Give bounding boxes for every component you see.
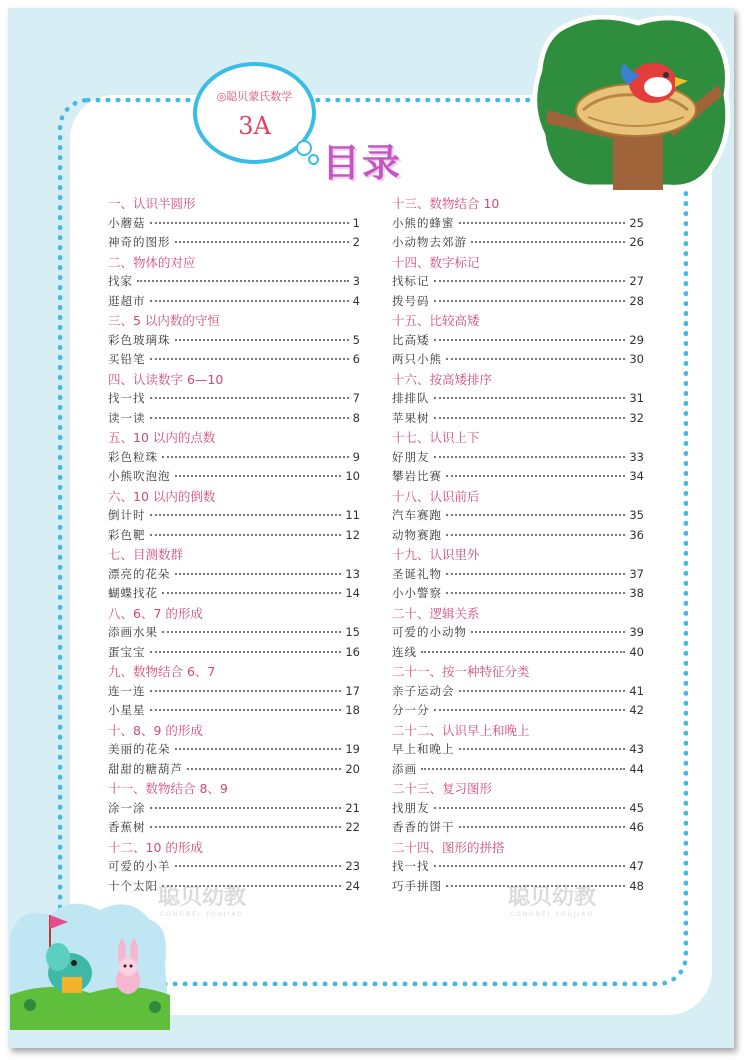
entry-label: 小熊吹泡泡 xyxy=(108,469,171,483)
entry-label: 连线 xyxy=(392,644,417,659)
page-number: 5 xyxy=(352,332,360,347)
section-title: 十八、认识前后 xyxy=(392,488,480,504)
entry-label: 添画 xyxy=(392,761,417,776)
page-number: 18 xyxy=(345,703,360,717)
toc-entry[interactable] xyxy=(392,818,644,838)
toc-entry[interactable] xyxy=(108,448,360,468)
page-number: 21 xyxy=(345,800,360,815)
entry-label: 彩色玻璃珠 xyxy=(108,332,171,347)
toc-entry[interactable] xyxy=(392,565,644,585)
section-title: 十二、10 的形成 xyxy=(108,839,203,855)
page-number: 27 xyxy=(629,274,644,288)
entry-label: 找家 xyxy=(108,274,133,288)
dot-leader xyxy=(446,572,625,575)
page-number: 8 xyxy=(352,410,360,425)
toc-entry[interactable] xyxy=(108,467,360,487)
toc-entry[interactable] xyxy=(392,448,644,468)
section-title: 十四、数字标记 xyxy=(392,254,480,270)
watermark-text: 聪贝幼教 xyxy=(157,885,246,910)
toc-section xyxy=(108,194,360,253)
section-title: 十七、认识上下 xyxy=(392,430,480,445)
dot-leader xyxy=(150,533,342,536)
page-number: 35 xyxy=(629,508,644,522)
toc-right-column xyxy=(392,194,644,896)
entry-label: 比高矮 xyxy=(392,332,430,347)
dot-leader xyxy=(175,572,342,575)
page-number: 14 xyxy=(345,586,360,600)
toc-entry[interactable] xyxy=(108,565,360,585)
entry-label: 倒计时 xyxy=(108,508,146,522)
toc-entry[interactable] xyxy=(108,506,360,526)
toc-entry[interactable] xyxy=(108,292,360,312)
dot-leader xyxy=(175,240,349,243)
toc-left-column xyxy=(108,194,360,896)
entry-label: 连一连 xyxy=(108,683,146,698)
toc-entry[interactable] xyxy=(108,682,360,702)
toc-entry[interactable] xyxy=(392,526,644,546)
section-title: 二十四、图形的拼搭 xyxy=(392,839,505,855)
page-number: 20 xyxy=(345,761,360,776)
dot-leader xyxy=(150,396,349,399)
toc-entry[interactable] xyxy=(108,760,360,780)
page-number: 1 xyxy=(352,215,360,230)
dot-leader xyxy=(446,513,625,516)
page-number: 33 xyxy=(629,449,644,464)
toc-entry[interactable] xyxy=(392,623,644,643)
watermark-english: CONGBEI YOUJIAO xyxy=(509,911,595,918)
toc-section xyxy=(392,487,644,546)
toc-entry[interactable] xyxy=(108,350,360,370)
page-number: 32 xyxy=(629,410,644,425)
dot-leader xyxy=(471,630,625,633)
toc-entry[interactable] xyxy=(108,701,360,721)
page-number: 23 xyxy=(345,859,360,873)
dot-leader xyxy=(446,533,625,536)
dot-leader xyxy=(446,474,625,477)
dot-leader xyxy=(421,650,625,653)
watermark-text: 聪贝幼教 xyxy=(507,885,596,910)
entry-label: 苹果树 xyxy=(392,410,430,425)
section-title: 十、8、9 的形成 xyxy=(108,722,203,738)
entry-label: 可爱的小羊 xyxy=(108,859,171,873)
toc-entry[interactable] xyxy=(392,389,644,409)
toc-entry[interactable] xyxy=(392,857,644,877)
dot-leader xyxy=(150,357,349,360)
section-title: 六、10 以内的倒数 xyxy=(108,488,216,504)
dot-leader xyxy=(175,747,342,750)
toc-section xyxy=(392,779,644,838)
toc-entry[interactable] xyxy=(108,799,360,819)
page-number: 36 xyxy=(629,527,644,542)
toc-entry[interactable] xyxy=(108,331,360,351)
page-number: 17 xyxy=(345,683,360,698)
section-title: 二十三、复习图形 xyxy=(392,781,493,796)
toc-entry[interactable] xyxy=(108,214,360,234)
section-title: 二、物体的对应 xyxy=(108,254,196,270)
section-title: 五、10 以内的点数 xyxy=(108,430,216,445)
section-title: 三、5 以内数的守恒 xyxy=(108,313,220,328)
page-number: 19 xyxy=(345,742,360,756)
page-number: 37 xyxy=(629,566,644,581)
page-number: 25 xyxy=(629,215,644,230)
toc-section xyxy=(392,253,644,312)
entry-label: 分一分 xyxy=(392,703,430,717)
dot-leader xyxy=(187,767,341,770)
dot-leader xyxy=(175,474,342,477)
toc-section xyxy=(392,370,644,429)
dot-leader xyxy=(434,864,626,867)
entry-label: 添画水果 xyxy=(108,625,158,639)
page-number: 11 xyxy=(345,508,360,522)
section-title: 十五、比较高矮 xyxy=(392,313,480,328)
page-number: 34 xyxy=(629,469,644,483)
entry-label: 逛超市 xyxy=(108,293,146,308)
page-number: 16 xyxy=(345,644,360,659)
dot-leader xyxy=(150,221,349,224)
badge-bubble xyxy=(296,140,312,156)
dot-leader xyxy=(434,806,626,809)
page-number: 42 xyxy=(629,703,644,717)
dot-leader xyxy=(150,708,342,711)
dot-leader xyxy=(162,630,341,633)
toc-section xyxy=(392,311,644,370)
entry-label: 彩色靶 xyxy=(108,527,146,542)
dot-leader xyxy=(150,416,349,419)
entry-label: 涂一涂 xyxy=(108,800,146,815)
toc-entry[interactable] xyxy=(392,760,644,780)
entry-label: 神奇的图形 xyxy=(108,235,171,249)
dot-leader xyxy=(446,591,625,594)
toc-entry[interactable] xyxy=(392,272,644,292)
toc-entry[interactable] xyxy=(392,331,644,351)
dot-leader xyxy=(162,591,341,594)
page-number: 44 xyxy=(629,761,644,776)
badge-bubble xyxy=(308,154,319,165)
dot-leader xyxy=(150,689,342,692)
toc-entry[interactable] xyxy=(108,233,360,253)
entry-label: 汽车赛跑 xyxy=(392,508,442,522)
volume-label: 3A xyxy=(238,112,271,140)
toc-entry[interactable] xyxy=(108,389,360,409)
dot-leader xyxy=(150,806,342,809)
dot-leader xyxy=(150,513,342,516)
page-number: 15 xyxy=(345,625,360,639)
section-title: 八、6、7 的形成 xyxy=(108,605,203,621)
entry-label: 漂亮的花朵 xyxy=(108,566,171,581)
entry-label: 圣诞礼物 xyxy=(392,566,442,581)
entry-label: 美丽的花朵 xyxy=(108,742,171,756)
page-number: 30 xyxy=(629,352,644,366)
toc-entry[interactable] xyxy=(108,857,360,877)
page-number: 6 xyxy=(352,352,360,366)
entry-label: 十个太阳 xyxy=(108,878,158,893)
toc-entry[interactable] xyxy=(108,623,360,643)
toc-section xyxy=(392,428,644,487)
toc-entry[interactable] xyxy=(108,818,360,838)
bird-nest-tree-illustration xyxy=(528,15,733,200)
dot-leader xyxy=(175,864,342,867)
toc-entry[interactable] xyxy=(392,643,644,663)
page-number: 40 xyxy=(629,644,644,659)
page-number: 39 xyxy=(629,625,644,639)
page-number: 28 xyxy=(629,293,644,308)
toc-entry[interactable] xyxy=(392,682,644,702)
toc-section xyxy=(108,662,360,721)
entry-label: 蝴蝶找花 xyxy=(108,586,158,600)
dot-leader xyxy=(421,767,625,770)
section-title: 十九、认识里外 xyxy=(392,547,480,562)
toc-section xyxy=(108,311,360,370)
dot-leader xyxy=(459,221,626,224)
toc-entry[interactable] xyxy=(392,701,644,721)
toc-section xyxy=(108,604,360,663)
section-title: 二十一、按一种特征分类 xyxy=(392,664,530,679)
entry-label: 可爱的小动物 xyxy=(392,625,467,639)
page-number: 13 xyxy=(345,566,360,581)
toc-entry[interactable] xyxy=(392,233,644,253)
page-number: 45 xyxy=(629,800,644,815)
dot-leader xyxy=(446,357,625,360)
page-number: 48 xyxy=(629,878,644,893)
dot-leader xyxy=(150,825,342,828)
toc-section xyxy=(392,662,644,721)
toc-entry[interactable] xyxy=(392,584,644,604)
toc-entry[interactable] xyxy=(392,214,644,234)
page-number: 22 xyxy=(345,820,360,834)
toc-entry[interactable] xyxy=(108,584,360,604)
entry-label: 读一读 xyxy=(108,410,146,425)
toc-section xyxy=(108,370,360,429)
entry-label: 甜甜的糖葫芦 xyxy=(108,761,183,776)
toc-entry[interactable] xyxy=(392,350,644,370)
entry-label: 拨号码 xyxy=(392,293,430,308)
toc-section xyxy=(392,194,644,253)
dot-leader xyxy=(137,279,349,282)
dot-leader xyxy=(162,455,349,458)
dot-leader xyxy=(471,240,625,243)
entry-label: 动物赛跑 xyxy=(392,527,442,542)
section-title: 四、认读数字 6—10 xyxy=(108,371,224,387)
watermark-logo xyxy=(482,880,622,940)
dot-leader xyxy=(434,455,626,458)
toc-entry[interactable] xyxy=(392,467,644,487)
section-title: 十三、数物结合 10 xyxy=(392,196,500,211)
entry-label: 小星星 xyxy=(108,703,146,717)
dot-leader xyxy=(459,689,626,692)
entry-label: 买铅笔 xyxy=(108,352,146,366)
section-title: 七、目测数群 xyxy=(108,547,184,562)
toc-entry[interactable] xyxy=(392,740,644,760)
section-title: 十六、按高矮排序 xyxy=(392,371,493,387)
toc-section xyxy=(108,545,360,604)
dot-leader xyxy=(459,825,626,828)
page-number: 4 xyxy=(352,293,360,308)
entry-label: 找标记 xyxy=(392,274,430,288)
section-title: 九、数物结合 6、7 xyxy=(108,664,216,679)
entry-label: 找一找 xyxy=(392,859,430,873)
section-title: 一、认识半圆形 xyxy=(108,196,196,211)
page-number: 12 xyxy=(345,527,360,542)
entry-label: 好朋友 xyxy=(392,449,430,464)
toc-section xyxy=(108,253,360,312)
dot-leader xyxy=(175,338,349,341)
page-number: 47 xyxy=(629,859,644,873)
entry-label: 亲子运动会 xyxy=(392,683,455,698)
section-title: 二十、逻辑关系 xyxy=(392,605,480,621)
toc-section xyxy=(108,721,360,780)
page-number: 41 xyxy=(629,683,644,698)
toc-section xyxy=(392,545,644,604)
entry-label: 小小警察 xyxy=(392,586,442,600)
page-number: 29 xyxy=(629,332,644,347)
page-number: 46 xyxy=(629,820,644,834)
dot-leader xyxy=(434,416,626,419)
section-title: 二十二、认识早上和晚上 xyxy=(392,722,530,738)
page-number: 43 xyxy=(629,742,644,756)
dot-leader xyxy=(434,279,626,282)
page-title: 目录 xyxy=(322,141,403,185)
elephant-rabbit-illustration xyxy=(10,895,170,1030)
toc-entry[interactable] xyxy=(108,526,360,546)
dot-leader xyxy=(150,650,342,653)
page-number: 3 xyxy=(352,274,360,288)
dot-leader xyxy=(434,396,626,399)
entry-label: 小蘑菇 xyxy=(108,215,146,230)
section-title: 十一、数物结合 8、9 xyxy=(108,781,228,796)
entry-label: 攀岩比赛 xyxy=(392,469,442,483)
page-number: 24 xyxy=(345,878,360,893)
page-number: 10 xyxy=(345,469,360,483)
page-number: 7 xyxy=(352,391,360,405)
dot-leader xyxy=(459,747,626,750)
entry-label: 香蕉树 xyxy=(108,820,146,834)
page-number: 9 xyxy=(352,449,360,464)
entry-label: 找朋友 xyxy=(392,800,430,815)
toc-entry[interactable] xyxy=(108,409,360,429)
toc-entry[interactable] xyxy=(108,643,360,663)
toc-section xyxy=(392,721,644,780)
dot-leader xyxy=(150,299,349,302)
toc-entry[interactable] xyxy=(108,740,360,760)
toc-section xyxy=(108,779,360,838)
dot-leader xyxy=(434,338,626,341)
watermark-english: CONGBEI YOUJIAO xyxy=(159,911,245,918)
toc-entry[interactable] xyxy=(392,799,644,819)
entry-label: 彩色粒珠 xyxy=(108,449,158,464)
entry-label: 巧手拼图 xyxy=(392,878,442,893)
toc-section xyxy=(392,604,644,663)
page-number: 2 xyxy=(352,235,360,249)
dot-leader xyxy=(434,708,626,711)
entry-label: 香香的饼干 xyxy=(392,820,455,834)
entry-label: 蛋宝宝 xyxy=(108,644,146,659)
entry-label: 两只小熊 xyxy=(392,352,442,366)
toc-section xyxy=(108,487,360,546)
entry-label: 小动物去郊游 xyxy=(392,235,467,249)
dot-leader xyxy=(434,299,626,302)
toc-entry[interactable] xyxy=(108,272,360,292)
toc-entry[interactable] xyxy=(392,292,644,312)
page-number: 31 xyxy=(629,391,644,405)
toc-section xyxy=(108,428,360,487)
entry-label: 小熊的蜂蜜 xyxy=(392,215,455,230)
toc-entry[interactable] xyxy=(392,506,644,526)
page-number: 26 xyxy=(629,235,644,249)
entry-label: 早上和晚上 xyxy=(392,742,455,756)
toc-entry[interactable] xyxy=(392,409,644,429)
entry-label: 排排队 xyxy=(392,391,430,405)
series-name: ◎聪贝蒙氏数学 xyxy=(216,90,293,103)
entry-label: 找一找 xyxy=(108,391,146,405)
page-number: 38 xyxy=(629,586,644,600)
